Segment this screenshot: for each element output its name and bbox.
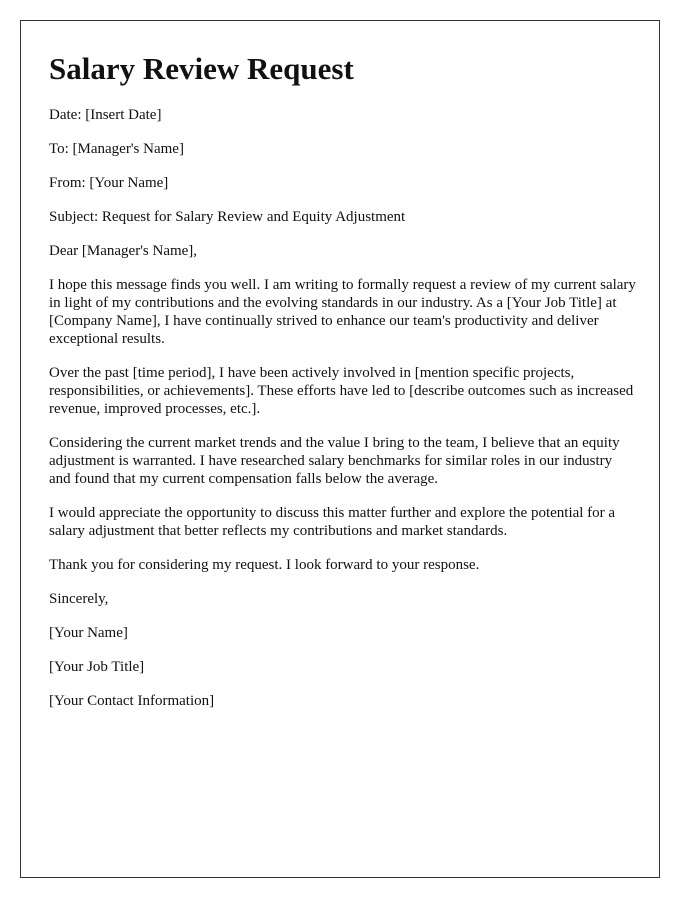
from-line: From: [Your Name] <box>49 175 169 191</box>
letter-body <box>49 51 637 726</box>
signature-contact: [Your Contact Information] <box>49 693 215 709</box>
to-line: To: [Manager's Name] <box>49 141 184 157</box>
closing: Sincerely, <box>49 591 109 607</box>
date-line: Date: [Insert Date] <box>49 107 162 123</box>
subject-line: Subject: Request for Salary Review and Equity Adjustment <box>49 209 406 225</box>
letter-page <box>20 20 660 878</box>
body-paragraph-4: I would appreciate the opportunity to discuss this matter further and explore the potential for a salary adjustment that better reflects my contributions and market standards. <box>49 505 616 539</box>
signature-name: [Your Name] <box>49 625 128 641</box>
body-paragraph-5: Thank you for considering my request. I look forward to your response. <box>49 557 480 573</box>
signature-title: [Your Job Title] <box>49 659 145 675</box>
salutation: Dear [Manager's Name], <box>49 243 198 259</box>
page-title: Salary Review Request <box>49 51 354 86</box>
body-paragraph-2: Over the past [time period], I have been actively involved in [mention specific projects, responsibilities, or achievements]. These efforts have led to [describe outcomes such as increased revenue, improved processes, etc.]. <box>49 365 634 417</box>
body-paragraph-3: Considering the current market trends and the value I bring to the team, I believe that an equity adjustment is warranted. I have researched salary benchmarks for similar roles in our industry and found that my current compensation falls below the average. <box>49 435 620 487</box>
body-paragraph-1: I hope this message finds you well. I am writing to formally request a review of my current salary in light of my contributions and the evolving standards in our industry. As a [Your Job Title] at [Company Name], I have continually strived to enhance our team's productivity and deliver exceptional results. <box>49 277 636 347</box>
